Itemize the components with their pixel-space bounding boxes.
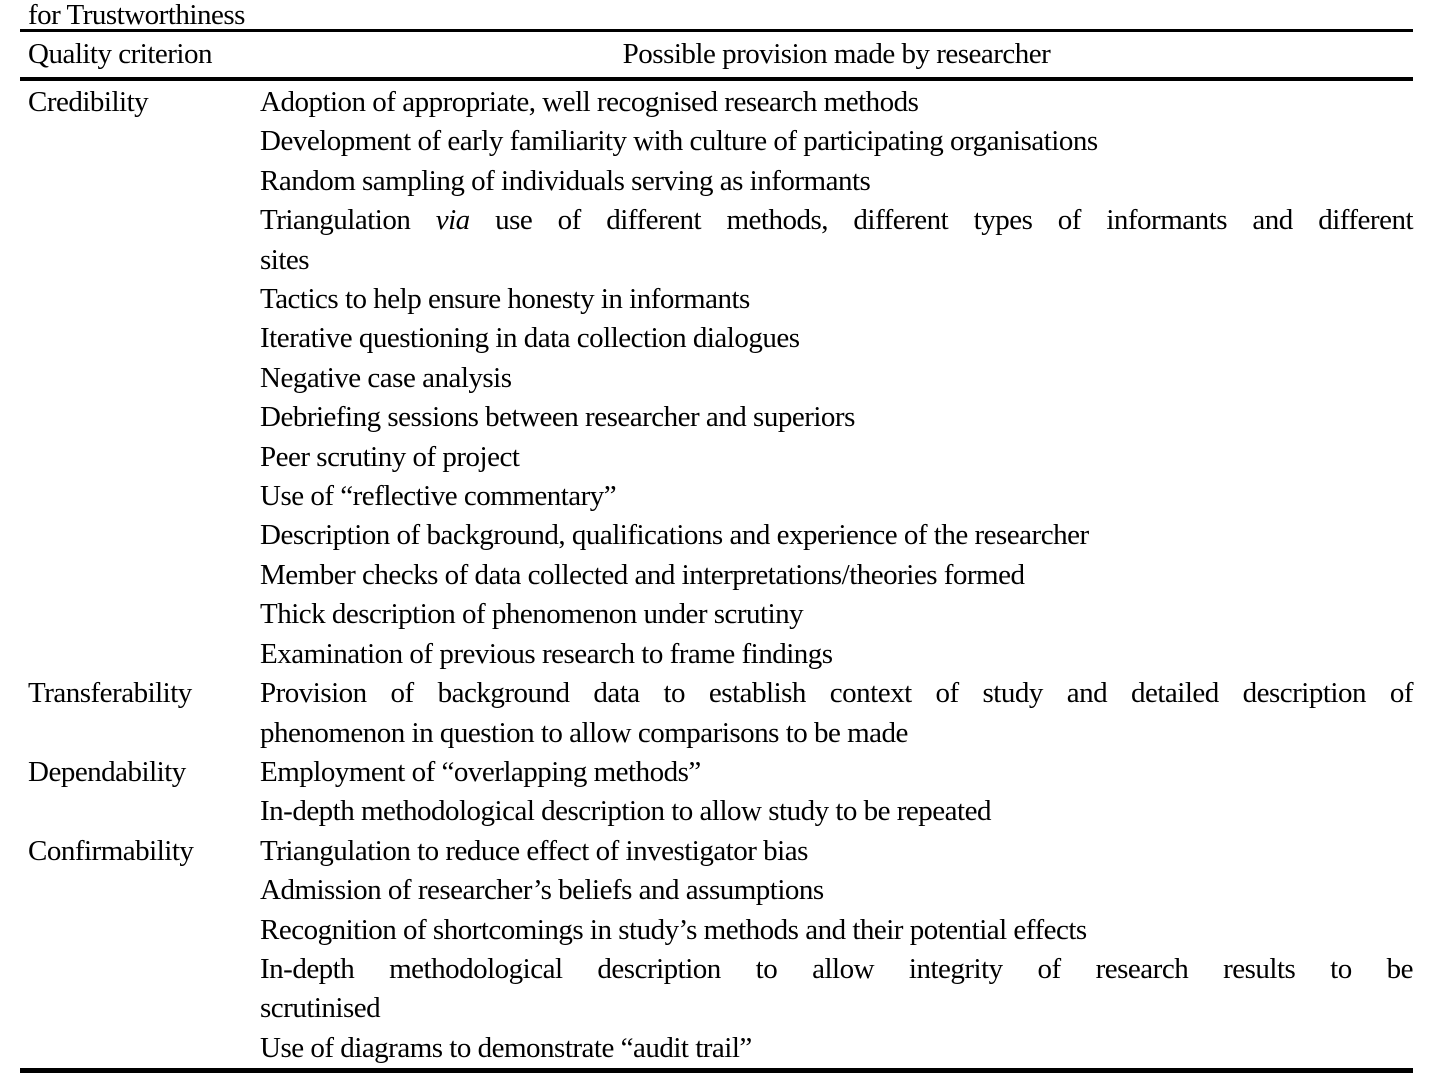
- provision-line: Provision of background data to establish context of study and detailed description of: [260, 677, 1413, 710]
- provisions-cell: [260, 674, 1413, 753]
- provisions-cell: [260, 832, 1413, 1068]
- criterion-cell: Confirmability: [28, 834, 194, 867]
- italic-word: via: [435, 204, 470, 237]
- table-caption: [0, 0, 1447, 29]
- table-row: [28, 832, 1447, 1068]
- provision-line: Thick description of phenomenon under scrutiny: [260, 598, 804, 631]
- table-body: [0, 81, 1447, 1068]
- provision-line: Admission of researcher’s beliefs and assumptions: [260, 874, 824, 907]
- text-segment: use of different methods, different types of informants and different: [469, 204, 1414, 237]
- provision-line: Iterative questioning in data collection dialogues: [260, 322, 800, 355]
- provision-line: Description of background, qualifications and experience of the researcher: [260, 519, 1089, 552]
- provisions-cell: [260, 83, 1413, 674]
- provision-line: [260, 201, 1413, 240]
- provision-line: phenomenon in question to allow comparisons to be made: [260, 716, 908, 749]
- criterion-cell: Transferability: [28, 677, 192, 710]
- criterion-cell: Dependability: [28, 755, 186, 788]
- provision-line: Development of early familiarity with culture of participating organisations: [260, 125, 1098, 158]
- provision-line: Use of diagrams to demonstrate “audit trail”: [260, 1031, 752, 1064]
- provision-line: scrutinised: [260, 992, 381, 1025]
- provision-line: Employment of “overlapping methods”: [260, 755, 701, 788]
- table-row: [28, 83, 1447, 674]
- provision-line: Triangulation to reduce effect of investigator bias: [260, 834, 808, 867]
- criterion-cell: Credibility: [28, 86, 149, 118]
- provision-line: Random sampling of individuals serving as informants: [260, 164, 871, 197]
- provision-line: Use of “reflective commentary”: [260, 480, 617, 513]
- table-caption-text: for Trustworthiness: [28, 0, 245, 29]
- provision-line: sites: [260, 243, 310, 276]
- header-quality-criterion: Quality criterion: [28, 37, 212, 70]
- provision-line: Member checks of data collected and interpretations/theories formed: [260, 558, 1025, 591]
- provision-line: Debriefing sessions between researcher and superiors: [260, 401, 855, 434]
- provision-line: Adoption of appropriate, well recognised research methods: [260, 86, 919, 118]
- provision-line: Examination of previous research to frame findings: [260, 637, 833, 670]
- provision-line: In-depth methodological description to allow integrity of research results to be: [260, 952, 1413, 985]
- provision-line: In-depth methodological description to allow study to be repeated: [260, 795, 991, 828]
- table-row: [28, 674, 1447, 753]
- provision-line: Peer scrutiny of project: [260, 440, 520, 473]
- header-possible-provision: Possible provision made by researcher: [622, 37, 1051, 70]
- provisions-cell: [260, 753, 1413, 832]
- table-bottom-rule: [20, 1068, 1413, 1073]
- table-row: [28, 753, 1447, 832]
- provision-line: Tactics to help ensure honesty in informants: [260, 283, 750, 316]
- provision-line: Negative case analysis: [260, 361, 512, 394]
- provision-line: Recognition of shortcomings in study’s methods and their potential effects: [260, 913, 1087, 946]
- text-segment: Triangulation: [260, 204, 436, 237]
- table-header-row: [0, 32, 1447, 77]
